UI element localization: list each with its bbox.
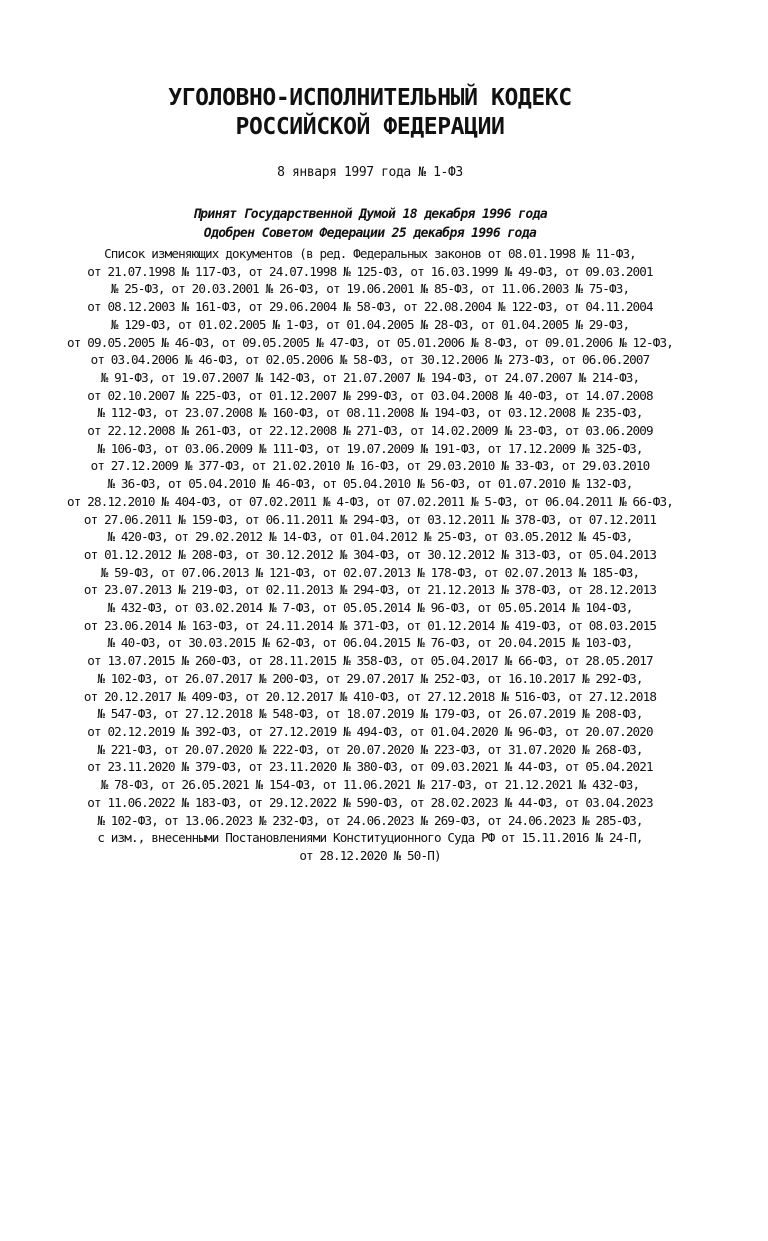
amendment-line: Список изменяющих документов (в ред. Федеральных законов от 08.01.1998 № 11-ФЗ,	[104, 246, 636, 261]
amendment-line: № 432-ФЗ, от 03.02.2014 № 7-ФЗ, от 05.05.2014 № 96-ФЗ, от 05.05.2014 № 104-ФЗ,	[107, 600, 633, 616]
amendment-line: от 27.06.2011 № 159-ФЗ, от 06.11.2011 № 294-ФЗ, от 03.12.2011 № 378-ФЗ, от 07.12.2011	[83, 511, 657, 527]
amendment-line: с изм., внесенными Постановлениями Конституционного Суда РФ от 15.11.2016 № 24-П,	[97, 830, 643, 846]
amendment-line: № 102-ФЗ, от 13.06.2023 № 232-ФЗ, от 24.06.2023 № 269-ФЗ, от 24.06.2023 № 285-ФЗ,	[97, 812, 643, 828]
amendment-line: № 59-ФЗ, от 07.06.2013 № 121-ФЗ, от 02.07.2013 № 178-ФЗ, от 02.07.2013 № 185-ФЗ,	[100, 564, 640, 580]
amendment-line: от 22.12.2008 № 261-ФЗ, от 22.12.2008 № 271-ФЗ, от 14.02.2009 № 23-ФЗ, от 03.06.2009	[87, 423, 653, 439]
title-line-2: РОССИЙСКОЙ ФЕДЕРАЦИИ	[235, 114, 505, 140]
amendment-line: № 420-ФЗ, от 29.02.2012 № 14-ФЗ, от 01.04.2012 № 25-ФЗ, от 03.05.2012 № 45-ФЗ,	[107, 529, 633, 545]
approved-by-council: Одобрен Советом Федерации 25 декабря 1996 года	[203, 226, 537, 241]
amendment-line: от 23.07.2013 № 219-ФЗ, от 02.11.2013 № 294-ФЗ, от 21.12.2013 № 378-ФЗ, от 28.12.2013	[83, 582, 657, 598]
amendment-line: № 91-ФЗ, от 19.07.2007 № 142-ФЗ, от 21.07.2007 № 194-ФЗ, от 24.07.2007 № 214-ФЗ,	[100, 369, 640, 385]
amendment-line: от 21.07.1998 № 117-ФЗ, от 24.07.1998 № 125-ФЗ, от 16.03.1999 № 49-ФЗ, от 09.03.2001	[87, 263, 653, 279]
amendment-line: от 01.12.2012 № 208-ФЗ, от 30.12.2012 № 304-ФЗ, от 30.12.2012 № 313-ФЗ, от 05.04.2013	[83, 546, 657, 562]
amendment-line: от 27.12.2009 № 377-ФЗ, от 21.02.2010 № 16-ФЗ, от 29.03.2010 № 33-ФЗ, от 29.03.2010	[90, 458, 650, 474]
amendment-line: от 23.11.2020 № 379-ФЗ, от 23.11.2020 № 380-ФЗ, от 09.03.2021 № 44-ФЗ, от 05.04.2021	[87, 759, 653, 775]
amendment-line: № 36-ФЗ, от 05.04.2010 № 46-ФЗ, от 05.04.2010 № 56-ФЗ, от 01.07.2010 № 132-ФЗ,	[107, 476, 633, 492]
amendment-line: от 03.04.2006 № 46-ФЗ, от 02.05.2006 № 58-ФЗ, от 30.12.2006 № 273-ФЗ, от 06.06.2007	[90, 352, 650, 368]
document-title	[0, 84, 740, 142]
amendment-line: № 106-ФЗ, от 03.06.2009 № 111-ФЗ, от 19.07.2009 № 191-ФЗ, от 17.12.2009 № 325-ФЗ,	[97, 440, 643, 456]
amendment-line: от 20.12.2017 № 409-ФЗ, от 20.12.2017 № 410-ФЗ, от 27.12.2018 № 516-ФЗ, от 27.12.2018	[83, 688, 657, 704]
amendment-line: от 09.05.2005 № 46-ФЗ, от 09.05.2005 № 47-ФЗ, от 05.01.2006 № 8-ФЗ, от 09.01.2006 № 12-ФЗ,	[67, 334, 673, 350]
amendment-line: № 102-ФЗ, от 26.07.2017 № 200-ФЗ, от 29.07.2017 № 252-ФЗ, от 16.10.2017 № 292-ФЗ,	[97, 670, 643, 686]
amendment-line: № 112-ФЗ, от 23.07.2008 № 160-ФЗ, от 08.11.2008 № 194-ФЗ, от 03.12.2008 № 235-ФЗ,	[97, 405, 643, 421]
amendment-line: от 08.12.2003 № 161-ФЗ, от 29.06.2004 № 58-ФЗ, от 22.08.2004 № 122-ФЗ, от 04.11.2004	[87, 299, 653, 315]
amendment-line: от 23.06.2014 № 163-ФЗ, от 24.11.2014 № 371-ФЗ, от 01.12.2014 № 419-ФЗ, от 08.03.2015	[83, 617, 657, 633]
amendment-line: № 25-ФЗ, от 20.03.2001 № 26-ФЗ, от 19.06.2001 № 85-ФЗ, от 11.06.2003 № 75-ФЗ,	[110, 281, 630, 297]
amendment-line: № 40-ФЗ, от 30.03.2015 № 62-ФЗ, от 06.04.2015 № 76-ФЗ, от 20.04.2015 № 103-ФЗ,	[107, 635, 633, 651]
document-date: 8 января 1997 года № 1-ФЗ	[277, 165, 463, 180]
amendment-line: от 28.12.2020 № 50-П)	[299, 847, 441, 863]
amendments-list	[0, 245, 740, 865]
title-line-1: УГОЛОВНО-ИСПОЛНИТЕЛЬНЫЙ КОДЕКС	[168, 85, 572, 111]
amendment-line: № 78-ФЗ, от 26.05.2021 № 154-ФЗ, от 11.06.2021 № 217-ФЗ, от 21.12.2021 № 432-ФЗ,	[100, 777, 640, 793]
adoption-info	[0, 205, 740, 243]
adopted-by-duma: Принят Государственной Думой 18 декабря 1996 года	[192, 207, 548, 222]
amendment-line: № 129-ФЗ, от 01.02.2005 № 1-ФЗ, от 01.04.2005 № 28-ФЗ, от 01.04.2005 № 29-ФЗ,	[110, 316, 630, 332]
amendment-line: № 547-ФЗ, от 27.12.2018 № 548-ФЗ, от 18.07.2019 № 179-ФЗ, от 26.07.2019 № 208-ФЗ,	[97, 706, 643, 722]
amendment-line: от 02.12.2019 № 392-ФЗ, от 27.12.2019 № 494-ФЗ, от 01.04.2020 № 96-ФЗ, от 20.07.2020	[87, 723, 653, 739]
amendment-line: от 02.10.2007 № 225-ФЗ, от 01.12.2007 № 299-ФЗ, от 03.04.2008 № 40-ФЗ, от 14.07.2008	[87, 387, 653, 403]
amendment-line: № 221-ФЗ, от 20.07.2020 № 222-ФЗ, от 20.07.2020 № 223-ФЗ, от 31.07.2020 № 268-ФЗ,	[97, 741, 643, 757]
amendment-line: от 13.07.2015 № 260-ФЗ, от 28.11.2015 № 358-ФЗ, от 05.04.2017 № 66-ФЗ, от 28.05.2017	[87, 653, 653, 669]
amendment-line: от 28.12.2010 № 404-ФЗ, от 07.02.2011 № 4-ФЗ, от 07.02.2011 № 5-ФЗ, от 06.04.2011 № 66-ФЗ,	[67, 493, 673, 509]
amendment-line: от 11.06.2022 № 183-ФЗ, от 29.12.2022 № 590-ФЗ, от 28.02.2023 № 44-ФЗ, от 03.04.2023	[87, 794, 653, 810]
